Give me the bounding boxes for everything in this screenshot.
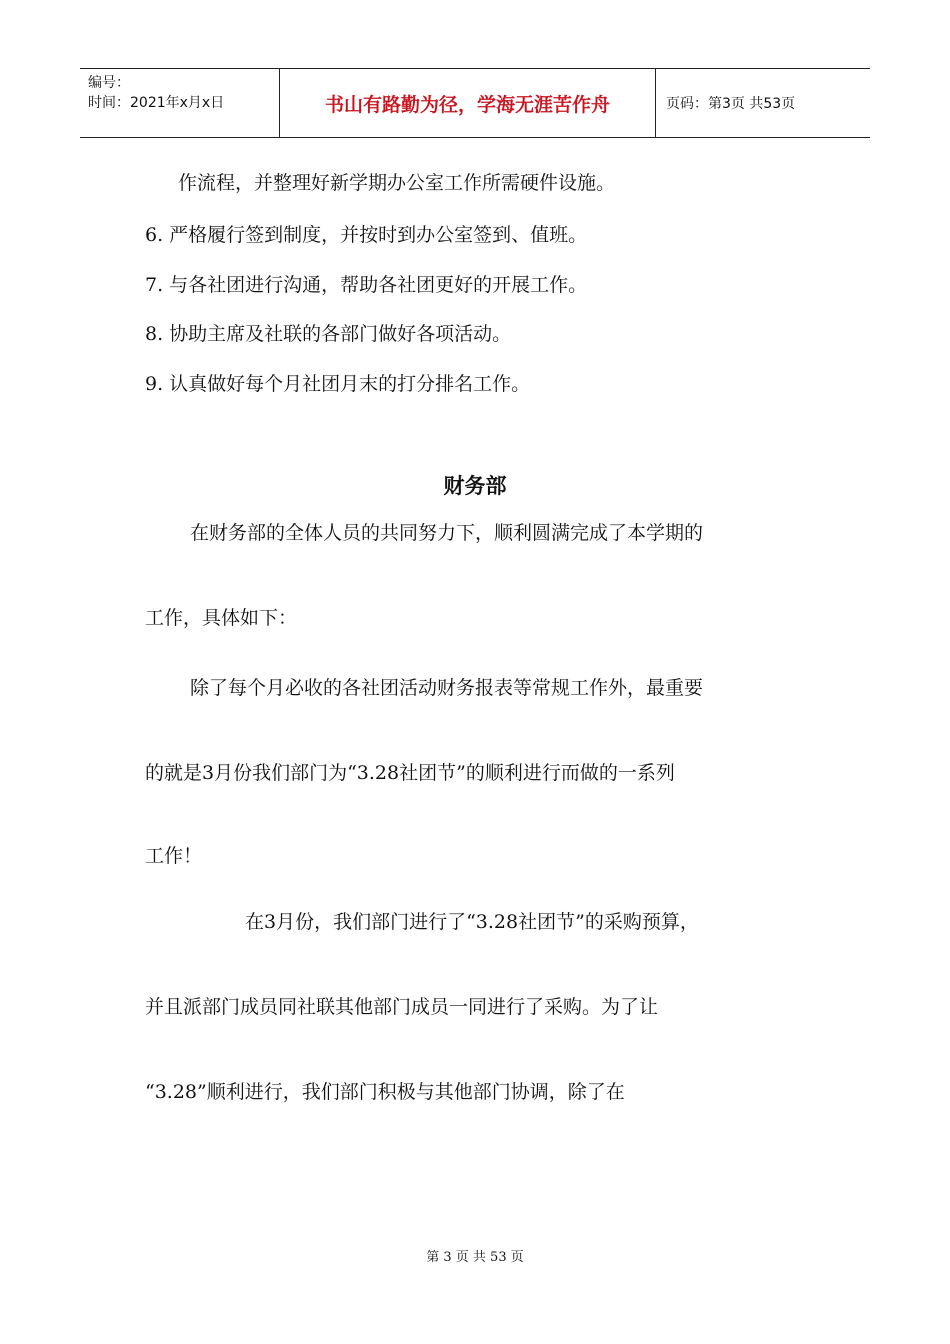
header-motto: 书山有路勤为径，学海无涯苦作舟 [280,69,656,137]
header-meta [80,69,280,137]
page-footer: 第 3 页 共 53 页 [426,1250,524,1265]
list-item-9: 9. 认真做好每个月社团月末的打分排名工作。 [145,373,531,395]
paragraph-line: 工作！ [145,845,203,867]
paragraph-line: 工作，具体如下： [145,607,298,629]
paragraph-line: 除了每个月必收的各社团活动财务报表等常规工作外，最重要 [190,677,704,699]
paragraph-line: 的就是3月份我们部门为“3.28社团节”的顺利进行而做的一系列 [145,762,675,784]
number-label: 编号： [88,75,130,91]
list-item-8: 8. 协助主席及社联的各部门做好各项活动。 [145,323,512,345]
list-item-6: 6. 严格履行签到制度，并按时到办公室签到、值班。 [145,224,588,246]
header-page-info: 页码：第3页 共53页 [666,96,796,112]
body-line: 作流程，并整理好新学期办公室工作所需硬件设施。 [178,172,616,194]
time-label: 时间：2021年x月x日 [88,95,225,111]
page-header [80,68,870,138]
paragraph-line: 在3月份，我们部门进行了“3.28社团节”的采购预算， [245,911,699,933]
paragraph-line: 在财务部的全体人员的共同努力下，顺利圆满完成了本学期的 [190,522,704,544]
section-title: 财务部 [443,474,507,498]
list-item-7: 7. 与各社团进行沟通，帮助各社团更好的开展工作。 [145,274,588,296]
paragraph-line: “3.28”顺利进行，我们部门积极与其他部门协调，除了在 [145,1081,625,1103]
paragraph-line: 并且派部门成员同社联其他部门成员一同进行了采购。为了让 [145,996,659,1018]
